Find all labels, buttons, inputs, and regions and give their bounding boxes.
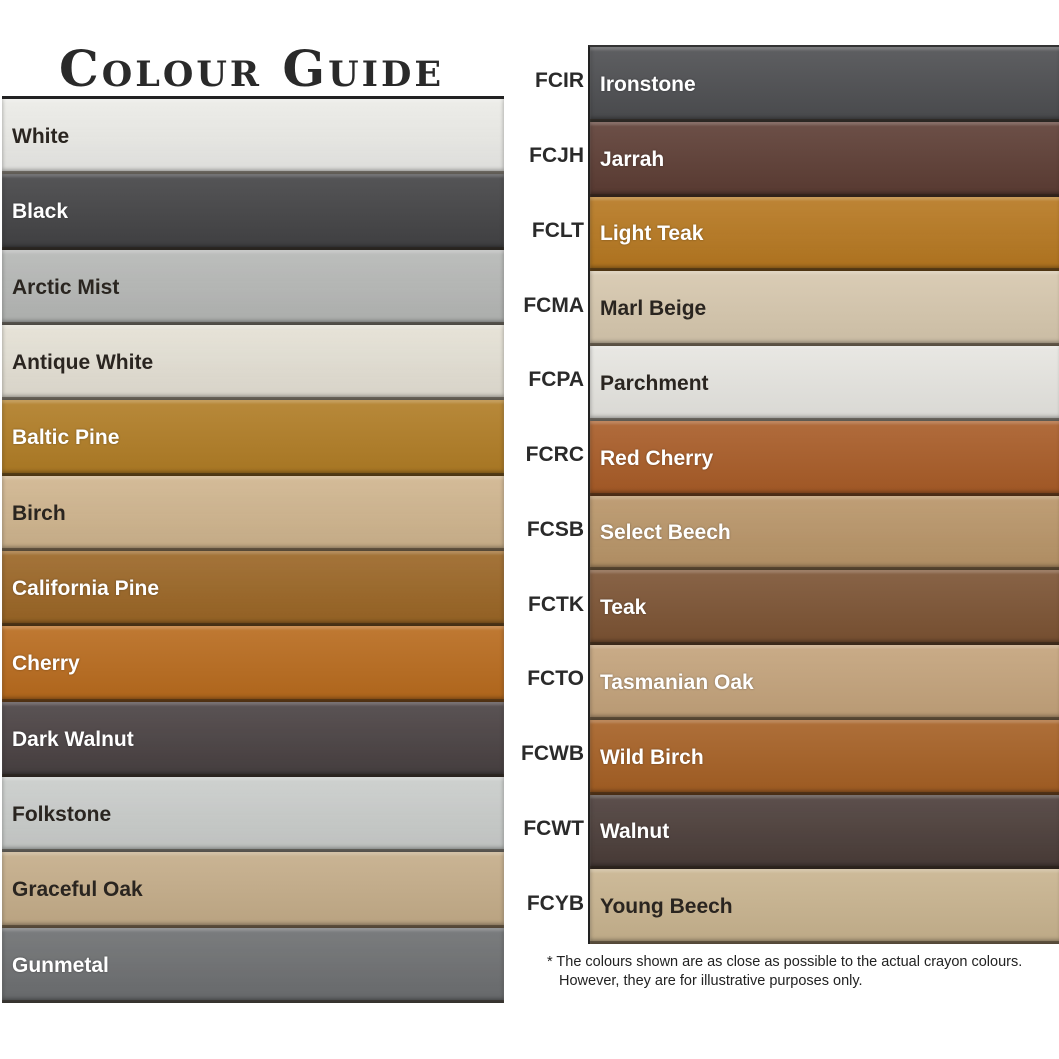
colour-name-label: Wild Birch [600,745,704,769]
colour-name-label: Tasmanian Oak [600,670,754,694]
colour-code-label: FCPA [528,368,584,392]
colour-strip [2,852,504,928]
colour-code-label: FCWT [523,816,584,840]
colour-name-label: Walnut [600,820,670,844]
colour-strip [590,570,1059,646]
colour-name-label: Folkstone [12,803,112,827]
colour-name-label: Red Cherry [600,446,714,470]
colour-name-label: Arctic Mist [12,275,120,299]
colour-name-label: California Pine [12,577,160,601]
colour-strip [590,720,1059,796]
colour-name-label: Dark Walnut [12,727,134,751]
colour-code-label: FCYB [526,891,584,915]
colour-strip [590,271,1059,347]
colour-strip [590,869,1059,944]
page-title: Colour Guide [58,39,445,98]
colour-name-label: Light Teak [600,222,704,246]
colour-strip [2,928,504,1003]
colour-strip [2,777,504,853]
colour-code-label: FCTO [527,667,584,691]
colour-code-label: FCRC [525,443,584,467]
colour-name-label: White [12,125,70,149]
colour-name-label: Marl Beige [600,297,707,321]
colour-code-label: FCWB [521,742,584,766]
disclaimer-line-1: * The colours shown are as close as possible to the actual crayon colours. [547,954,1023,970]
right-colour-panel [588,45,1059,944]
disclaimer-line-2: However, they are for illustrative purposes only. [559,973,863,989]
colour-strip [2,702,504,778]
colour-strip [2,325,504,401]
colour-strip [2,400,504,476]
colour-strip [590,47,1059,123]
colour-strip [590,197,1059,273]
colour-strip [590,122,1059,198]
colour-name-label: Black [12,200,69,224]
colour-strip [590,795,1059,871]
colour-strip [2,626,504,702]
colour-strip [2,551,504,627]
colour-name-label: Ironstone [600,72,696,96]
colour-strip [590,496,1059,572]
colour-strip [590,421,1059,497]
colour-name-label: Select Beech [600,521,731,545]
colour-strip [590,645,1059,721]
colour-code-label: FCMA [523,293,584,317]
colour-code-label: FCTK [528,592,584,616]
colour-strip [2,476,504,552]
colour-name-label: Jarrah [600,147,665,171]
colour-name-label: Antique White [12,351,154,375]
colour-name-label: Gunmetal [12,953,109,977]
colour-strip [2,250,504,326]
colour-code-label: FCSB [526,517,584,541]
colour-name-label: Birch [12,501,66,525]
colour-name-label: Baltic Pine [12,426,120,450]
colour-name-label: Cherry [12,652,80,676]
colour-name-label: Teak [600,596,647,620]
colour-name-label: Graceful Oak [12,878,143,902]
colour-strip [590,346,1059,422]
colour-name-label: Young Beech [600,895,733,919]
colour-code-label: FCIR [535,69,584,93]
colour-code-label: FCJH [529,144,584,168]
left-colour-panel [2,96,504,1003]
disclaimer-note [547,953,1057,991]
colour-strip [2,99,504,175]
colour-code-label: FCLT [531,218,584,242]
colour-strip [2,174,504,250]
colour-name-label: Parchment [600,371,709,395]
